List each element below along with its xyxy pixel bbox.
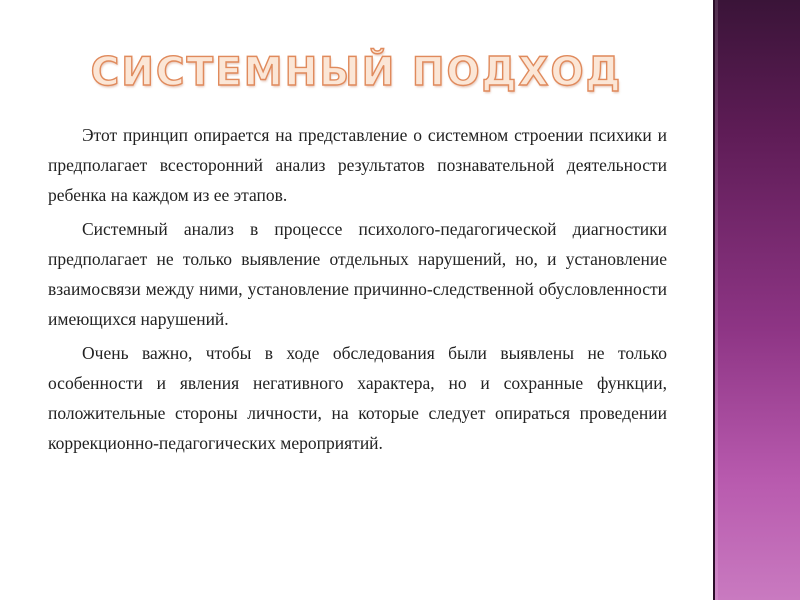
paragraph-systemic-principle: Этот принцип опирается на представление о системном строении психики и предполагает всесторонний анализ результатов познавательной деятельности ребенка на каждом из ее этапов. xyxy=(48,125,667,205)
decorative-side-band xyxy=(713,0,800,600)
paragraph-preserved-functions: Очень важно, чтобы в ходе обследования были выявлены не только особенности и явления негативного характера, но и сохранные функции, положительные стороны личности, на которые следует опираться проведении коррекционно-педагогических мероприятий. xyxy=(48,343,667,453)
slide-body xyxy=(48,120,667,462)
slide-title: СИСТЕМНЫЙ ПОДХОД xyxy=(90,50,623,95)
paragraph-systemic-analysis: Системный анализ в процессе психолого-педагогической диагностики предполагает не только выявление отдельных нарушений, но, и установление взаимосвязи между ними, установление причинно-следственной обусловленности имеющихся нарушений. xyxy=(48,219,667,329)
